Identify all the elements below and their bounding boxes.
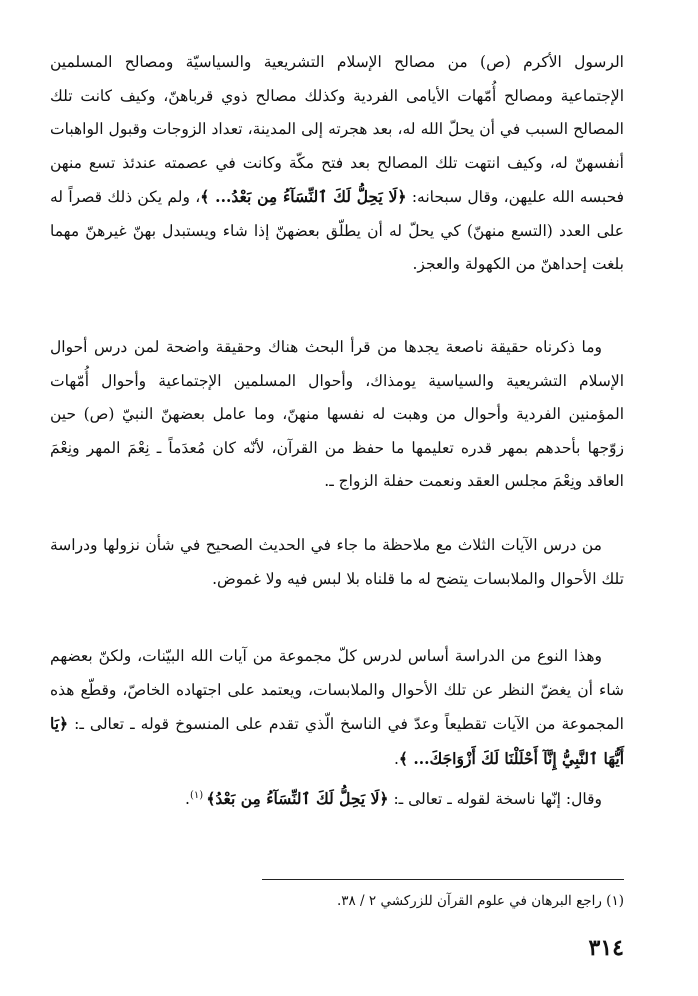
quran-verse-la-yahillu: ﴿لَا يَحِلُّ لَكَ ٱلنِّسَآءُ مِن بَعْدُ... ﴾ (200, 187, 407, 206)
quran-verse-ya-ayyuha-alnabi: ﴿يَا أَيُّهَا ٱلنَّبِيُّ إِنَّآ أَحْلَلْنَا لَكَ أَزْوَاجَكَ... ﴾ (50, 714, 624, 768)
paragraph-5-text-a: وقال: إنّها ناسخة لقوله ـ تعالى ـ: (388, 790, 602, 808)
paragraph-4-text-b: . (393, 749, 399, 768)
paragraph-5 (50, 782, 624, 817)
main-text (50, 46, 624, 817)
paragraph-1 (50, 46, 624, 323)
paragraph-2 (50, 331, 624, 521)
footnote-reference: (١) (189, 789, 207, 801)
paragraph-1-text-a: الرسول الأكرم (ص) من مصالح الإسلام التشريعية والسياسيّة ومصالح المسلمين الإجتماعية ومصالح أُمّهات الأيامى الفردية وكذلك مصالح ذوي قرباهنّ، وكيف كانت تلك المصالح السبب في أن يحلّ الله له، بعد هجرته إلى المدينة، تعداد الزوجات وقبول الواهبات أنفسهنّ له، وكيف انتهت تلك المصالح بعد فتح مكّة وكانت في عصمته عندئذ تسع منهن فحبسه الله عليهن، وقال سبحانه: (50, 53, 624, 206)
paragraph-4 (50, 640, 624, 778)
paragraph-4-text-a: وهذا النوع من الدراسة أساس لدرس كلّ مجموعة من آيات الله البيّنات، ولكنّ بعضهم شاء أن يغضّ النظر عن تلك الأحوال والملابسات، ويعتمد على اجتهاده الخاصّ، وقطّع هذه المجموعة من الآيات تقطيعاً وعدّ في الناسخ الّذي تقدم على المنسوخ قوله ـ تعالى ـ: (50, 647, 624, 733)
paragraph-3-text: من درس الآيات الثلاث مع ملاحظة ما جاء في الحديث الصحيح في شأن نزولها ودراسة تلك الأحوال والملابسات يتضح له ما قلناه بلا لبس فيه ولا غموض. (50, 536, 624, 588)
paragraph-2-text: وما ذكرناه حقيقة ناصعة يجدها من قرأ البحث هناك وحقيقة واضحة لمن درس أحوال الإسلام التشريعية والسياسية يومذاك، وأحوال المسلمين الإجتماعية وأحوال أُمّهات المؤمنين الفردية وأحوال من وهبت له نفسها منهنّ، وما عامل بعضهنّ النبيّ (ص) حين زوّجها بأحدهم بمهر قدره تعليمها ما حفظ من القرآن، لأنّه كان مُعدَماً ـ نِعْمَ المهر ونِعْمَ العاقد ونِعْمَ مجلس العقد ونعمت حفلة الزواج ـ. (50, 338, 624, 490)
paragraph-1-text-b: ، ولم يكن ذلك قصراً له على العدد (التسع منهنّ) كي يحلّ له أن يطلّق بعضهنّ إذا شاء ويستبدل بهنّ غيرهنّ مهما بلغت إحداهنّ من الكهولة والعجز. (50, 188, 624, 273)
paragraph-3 (50, 529, 624, 632)
quran-verse-la-yahillu-2: ﴿لَا يَحِلُّ لَكَ ٱلنِّسَآءُ مِن بَعْدُ﴾ (206, 789, 389, 808)
paragraph-5-text-b: . (185, 790, 190, 808)
page-number: ٣١٤ (588, 935, 624, 961)
footnote: (١) راجع البرهان في علوم القرآن للزركشي ٢ / ٣٨. (336, 893, 624, 909)
footnote-separator (262, 879, 624, 880)
